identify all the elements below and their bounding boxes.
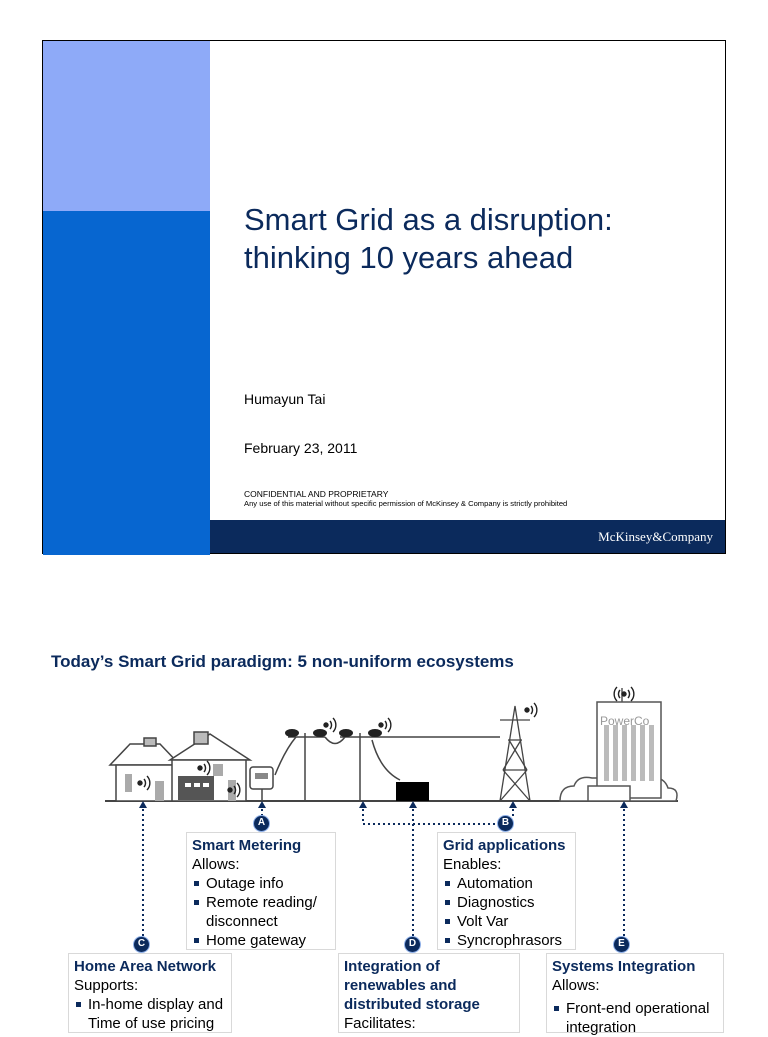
smart-metering-list bbox=[192, 874, 330, 950]
home-area-network-heading: Home Area Network bbox=[74, 958, 216, 975]
list-item-continued-text: disconnect bbox=[206, 913, 278, 930]
title-slide bbox=[42, 40, 726, 554]
connector-arrowheads bbox=[139, 801, 628, 808]
systems-integration-list bbox=[552, 999, 718, 1037]
marker-c: C bbox=[133, 936, 150, 953]
list-item: Outage info bbox=[192, 874, 330, 893]
smart-metering-box bbox=[186, 832, 336, 950]
list-item: Diagnostics bbox=[443, 893, 570, 912]
list-item: Volt Var bbox=[443, 912, 570, 931]
list-item: In-home display and bbox=[74, 995, 226, 1014]
confidentiality-notice bbox=[244, 489, 567, 509]
grid-applications-list bbox=[443, 874, 570, 950]
powerco-label: PowerCo bbox=[600, 714, 650, 728]
footer-bar bbox=[210, 520, 725, 553]
home-area-network-box bbox=[68, 953, 232, 1033]
list-item: Syncrophrasors bbox=[443, 931, 570, 950]
marker-a: A bbox=[253, 815, 270, 832]
company-logo: McKinsey&Company bbox=[598, 529, 713, 544]
powerco-building-icon bbox=[560, 688, 677, 801]
systems-integration-box bbox=[546, 953, 724, 1036]
marker-b: B bbox=[497, 815, 514, 832]
list-item: Remote reading/ bbox=[192, 893, 330, 912]
smart-grid-diagram bbox=[0, 680, 768, 1036]
smart-metering-heading: Smart Metering bbox=[192, 837, 302, 854]
integration-heading-line-2: renewables and bbox=[344, 977, 457, 994]
grid-applications-sub: Enables: bbox=[443, 856, 502, 873]
slide-title-line-2: thinking 10 years ahead bbox=[244, 240, 574, 275]
list-item: Home gateway bbox=[192, 931, 330, 950]
slide-title-line-1: Smart Grid as a disruption: bbox=[244, 202, 613, 237]
integration-heading-line-1: Integration of bbox=[344, 958, 440, 975]
list-item-continued-text: Time of use pricing bbox=[88, 1015, 215, 1032]
list-item-continued bbox=[552, 1018, 718, 1037]
smart-metering-sub: Allows: bbox=[192, 856, 240, 873]
slide-title bbox=[244, 201, 714, 277]
integration-sub: Facilitates: bbox=[344, 1015, 416, 1032]
home-area-network-sub: Supports: bbox=[74, 977, 139, 994]
marker-d: D bbox=[404, 936, 421, 953]
grid-applications-box bbox=[437, 832, 576, 950]
grid-applications-heading: Grid applications bbox=[443, 837, 566, 854]
accent-bar-light bbox=[43, 41, 210, 211]
list-item-continued bbox=[74, 1014, 226, 1033]
list-item: Front-end operational bbox=[552, 999, 718, 1018]
small-house-icon bbox=[110, 738, 180, 801]
author-name: Humayun Tai bbox=[244, 391, 326, 407]
disclaimer-text: Any use of this material without specific permission of McKinsey & Company is strictly prohibited bbox=[244, 499, 568, 508]
systems-integration-heading: Systems Integration bbox=[552, 958, 696, 975]
insulators bbox=[285, 729, 382, 737]
storage-unit-icon bbox=[396, 782, 429, 801]
confidential-label: CONFIDENTIAL AND PROPRIETARY bbox=[244, 489, 389, 499]
list-item-continued bbox=[192, 912, 330, 931]
utility-poles-icon bbox=[275, 733, 500, 801]
slide-2-title: Today’s Smart Grid paradigm: 5 non-uniform ecosystems bbox=[51, 652, 514, 671]
home-area-network-list bbox=[74, 995, 226, 1033]
integration-box bbox=[338, 953, 520, 1033]
transmission-tower-icon bbox=[500, 706, 530, 801]
accent-bar-dark bbox=[43, 211, 210, 555]
marker-e: E bbox=[613, 936, 630, 953]
systems-integration-sub: Allows: bbox=[552, 977, 600, 994]
presentation-date: February 23, 2011 bbox=[244, 440, 358, 456]
integration-heading-line-3: distributed storage bbox=[344, 996, 480, 1013]
list-item: Automation bbox=[443, 874, 570, 893]
list-item-continued-text: integration bbox=[566, 1019, 637, 1036]
smart-meter-icon bbox=[250, 767, 273, 801]
